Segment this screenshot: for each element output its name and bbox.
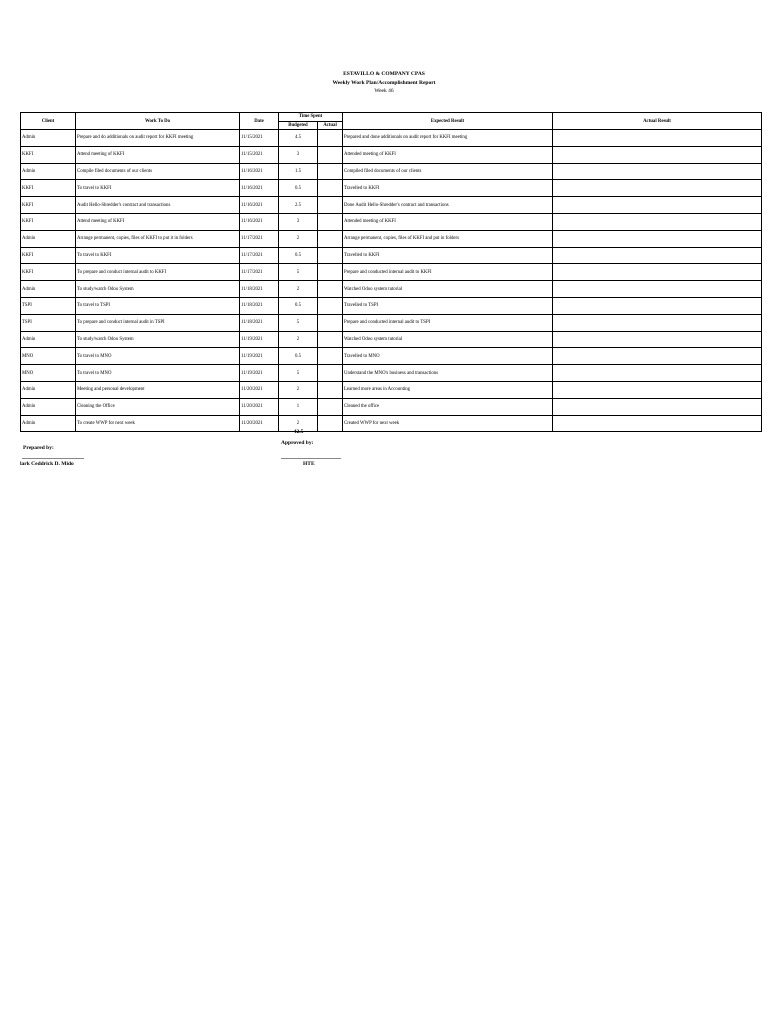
col-header-client: Client [21, 113, 76, 130]
col-header-actual: Actual [318, 121, 343, 130]
cell-work: To study/watch Odoo System [76, 281, 240, 298]
cell-work: Arrange permanent, copies, files of KKFI to put it in folders [76, 230, 240, 247]
table-row [21, 381, 762, 398]
table-row [21, 365, 762, 382]
cell-actual [318, 331, 343, 348]
cell-work: To study/watch Odoo System [76, 331, 240, 348]
table-row [21, 146, 762, 163]
table-row [21, 264, 762, 281]
cell-work: Compile filed documents of our clients [76, 163, 240, 180]
cell-expected: Learned more areas in Accounting [343, 381, 553, 398]
cell-actual [318, 264, 343, 281]
cell-expected: Cleaned the office [343, 398, 553, 415]
cell-work: Attend meeting of KKFI [76, 213, 240, 230]
cell-budgeted: 2 [279, 331, 318, 348]
col-header-time-spent: Time Spent [279, 113, 343, 122]
cell-budgeted: 2.5 [279, 197, 318, 214]
table-row [21, 331, 762, 348]
cell-expected: Attended meeting of KKFI [343, 213, 553, 230]
table-row [21, 197, 762, 214]
cell-budgeted: 3 [279, 213, 318, 230]
cell-actual-result [553, 130, 762, 147]
cell-client: MNO [21, 365, 76, 382]
cell-expected: Created WWP for next week [343, 415, 553, 432]
cell-client: Admin [21, 281, 76, 298]
cell-client: Admin [21, 163, 76, 180]
cell-actual-result [553, 415, 762, 432]
cell-date: 11/15/2021 [240, 146, 279, 163]
work-plan-table [20, 112, 762, 432]
cell-expected: Watched Odoo system tutorial [343, 331, 553, 348]
cell-budgeted: 2 [279, 281, 318, 298]
cell-actual-result [553, 247, 762, 264]
cell-expected: Watched Odoo system tutorial [343, 281, 553, 298]
cell-actual [318, 163, 343, 180]
cell-client: TSPI [21, 297, 76, 314]
cell-date: 11/16/2021 [240, 197, 279, 214]
cell-actual [318, 398, 343, 415]
cell-date: 11/19/2021 [240, 331, 279, 348]
cell-budgeted: 0.5 [279, 348, 318, 365]
col-header-date: Date [240, 113, 279, 130]
col-header-work: Work To Do [76, 113, 240, 130]
table-row [21, 163, 762, 180]
cell-expected: Travelled to KKFI [343, 180, 553, 197]
cell-date: 11/16/2021 [240, 213, 279, 230]
table-row [21, 415, 762, 432]
preparer-signature-line [22, 458, 84, 459]
cell-actual-result [553, 381, 762, 398]
cell-budgeted: 1.5 [279, 163, 318, 180]
cell-actual [318, 297, 343, 314]
cell-work: To create WWP for next week [76, 415, 240, 432]
cell-expected: Compiled filed documents of our clients [343, 163, 553, 180]
cell-date: 11/17/2021 [240, 264, 279, 281]
col-header-budgeted: Budgeted [279, 121, 318, 130]
cell-date: 11/19/2021 [240, 348, 279, 365]
cell-expected: Prepare and conducted internal audit to TSPI [343, 314, 553, 331]
cell-expected: Travelled to MNO [343, 348, 553, 365]
prepared-by-label: Prepared by: [23, 445, 54, 451]
cell-date: 11/15/2021 [240, 130, 279, 147]
cell-work: To travel to MNO [76, 365, 240, 382]
table-row [21, 398, 762, 415]
cell-client: KKFI [21, 197, 76, 214]
cell-actual-result [553, 197, 762, 214]
cell-actual-result [553, 163, 762, 180]
cell-date: 11/18/2021 [240, 297, 279, 314]
cell-actual [318, 348, 343, 365]
cell-date: 11/18/2021 [240, 281, 279, 298]
cell-actual [318, 146, 343, 163]
total-budgeted: 42.5 [293, 429, 304, 435]
table-row [21, 348, 762, 365]
cell-work: To travel to KKFI [76, 180, 240, 197]
table-body [21, 130, 762, 432]
cell-work: Attend meeting of KKFI [76, 146, 240, 163]
cell-date: 11/20/2021 [240, 398, 279, 415]
table-row [21, 297, 762, 314]
cell-budgeted: 2 [279, 230, 318, 247]
cell-budgeted: 5 [279, 264, 318, 281]
table-row [21, 213, 762, 230]
cell-actual [318, 230, 343, 247]
cell-date: 11/18/2021 [240, 314, 279, 331]
cell-budgeted: 1 [279, 398, 318, 415]
cell-expected: Travelled to KKFI [343, 247, 553, 264]
cell-date: 11/19/2021 [240, 365, 279, 382]
cell-actual-result [553, 180, 762, 197]
cell-actual-result [553, 230, 762, 247]
cell-client: TSPI [21, 314, 76, 331]
cell-budgeted: 2 [279, 381, 318, 398]
cell-date: 11/16/2021 [240, 163, 279, 180]
cell-actual [318, 314, 343, 331]
cell-actual-result [553, 213, 762, 230]
table-row [21, 281, 762, 298]
cell-work: To travel to TSPI [76, 297, 240, 314]
cell-actual-result [553, 146, 762, 163]
cell-client: KKFI [21, 264, 76, 281]
cell-budgeted: 5 [279, 314, 318, 331]
cell-actual [318, 180, 343, 197]
cell-work: Cleaning the Office [76, 398, 240, 415]
cell-actual-result [553, 281, 762, 298]
cell-date: 11/17/2021 [240, 247, 279, 264]
company-name: ESTAVILLO & COMPANY CPAS [343, 71, 425, 77]
cell-actual [318, 247, 343, 264]
cell-client: Admin [21, 230, 76, 247]
cell-expected: Arrange permanent, copies, files of KKFI and put in folders [343, 230, 553, 247]
cell-budgeted: 0.5 [279, 247, 318, 264]
report-title: Weekly Work Plan/Accomplishment Report [332, 79, 436, 86]
cell-actual [318, 197, 343, 214]
cell-client: Admin [21, 130, 76, 147]
report-header [0, 70, 768, 96]
cell-work: Meeting and personal development [76, 381, 240, 398]
cell-actual-result [553, 264, 762, 281]
cell-work: To travel to MNO [76, 348, 240, 365]
cell-work: To travel to KKFI [76, 247, 240, 264]
table-row [21, 130, 762, 147]
cell-work: Audit Hello-Shredder's contract and transactions [76, 197, 240, 214]
cell-expected: Attended meeting of KKFI [343, 146, 553, 163]
cell-client: Admin [21, 331, 76, 348]
table-row [21, 180, 762, 197]
cell-budgeted: 0.5 [279, 297, 318, 314]
cell-expected: Prepare and conducted internal audit to KKFI [343, 264, 553, 281]
cell-budgeted: 3 [279, 146, 318, 163]
cell-actual-result [553, 297, 762, 314]
cell-date: 11/17/2021 [240, 230, 279, 247]
cell-expected: Done Audit Hello-Shredder's contract and transactions [343, 197, 553, 214]
cell-expected: Understand the MNO's business and transactions [343, 365, 553, 382]
week-label: Week 46 [374, 88, 394, 94]
cell-expected: Prepared and done additionals on audit report for KKFI meeting [343, 130, 553, 147]
cell-actual-result [553, 331, 762, 348]
cell-budgeted: 4.5 [279, 130, 318, 147]
cell-work: To prepare and conduct internal audit in TSPI [76, 314, 240, 331]
cell-work: To prepare and conduct internal audit to KKFI [76, 264, 240, 281]
approver-name: HTE [303, 461, 315, 467]
cell-actual-result [553, 398, 762, 415]
cell-client: KKFI [21, 146, 76, 163]
cell-work: Prepare and do additionals on audit report for KKFI meeting [76, 130, 240, 147]
cell-actual [318, 381, 343, 398]
cell-expected: Travelled to TSPI [343, 297, 553, 314]
cell-client: KKFI [21, 213, 76, 230]
cell-actual [318, 281, 343, 298]
cell-actual [318, 213, 343, 230]
cell-budgeted: 5 [279, 365, 318, 382]
cell-date: 11/20/2021 [240, 415, 279, 432]
preparer-name: lark Ceddrick D. Mido [20, 461, 74, 467]
cell-actual-result [553, 365, 762, 382]
cell-client: KKFI [21, 180, 76, 197]
table-row [21, 230, 762, 247]
cell-actual [318, 130, 343, 147]
cell-date: 11/20/2021 [240, 381, 279, 398]
cell-client: Admin [21, 398, 76, 415]
table-header [21, 113, 762, 130]
table-row [21, 247, 762, 264]
cell-actual-result [553, 348, 762, 365]
col-header-expected: Expected Result [343, 113, 553, 130]
table-row [21, 314, 762, 331]
cell-actual [318, 365, 343, 382]
approved-by-label: Approved by: [281, 440, 314, 446]
cell-actual [318, 415, 343, 432]
cell-budgeted: 0.5 [279, 180, 318, 197]
col-header-actual-result: Actual Result [553, 113, 762, 130]
cell-client: Admin [21, 381, 76, 398]
approver-signature-line [281, 458, 341, 459]
cell-client: KKFI [21, 247, 76, 264]
cell-budgeted: 2 [279, 415, 318, 432]
cell-date: 11/16/2021 [240, 180, 279, 197]
cell-client: Admin [21, 415, 76, 432]
cell-client: MNO [21, 348, 76, 365]
cell-actual-result [553, 314, 762, 331]
